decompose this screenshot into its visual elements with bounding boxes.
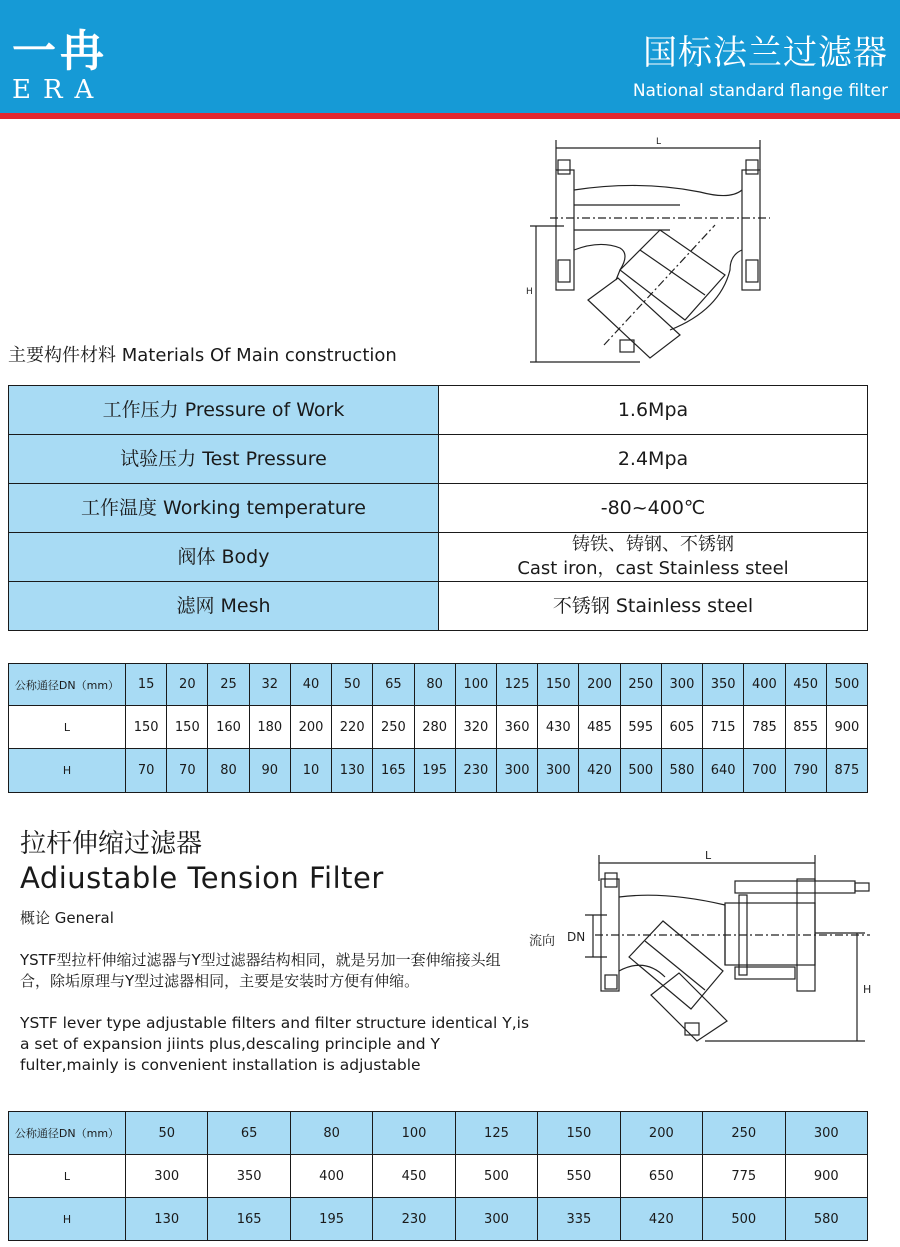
dn-cell: 150: [538, 1112, 620, 1155]
table-row: [9, 1112, 868, 1155]
dn-cell: 200: [620, 1112, 702, 1155]
header-bar: [0, 0, 900, 113]
l-cell: 485: [579, 706, 620, 749]
page-title-en: National standard flange filter: [632, 81, 888, 101]
h-cell: 230: [455, 749, 496, 793]
h-cell: 230: [373, 1198, 455, 1241]
mat-key: 滤网 Mesh: [9, 582, 439, 631]
mat-value: 1.6Mpa: [439, 386, 868, 435]
h-cell: 70: [126, 749, 167, 793]
l-cell: 320: [455, 706, 496, 749]
h-cell: 165: [373, 749, 414, 793]
l-cell: 150: [167, 706, 208, 749]
l-cell: 350: [208, 1155, 290, 1198]
brand-logo: [10, 28, 120, 108]
h-cell: 640: [703, 749, 744, 793]
l-cell: 300: [126, 1155, 208, 1198]
l-cell: 400: [290, 1155, 372, 1198]
l-cell: 150: [126, 706, 167, 749]
l-cell: 160: [208, 706, 249, 749]
h-cell: 500: [703, 1198, 785, 1241]
l-cell: 900: [785, 1155, 868, 1198]
mat-value: [439, 533, 868, 582]
dn-cell: 350: [703, 664, 744, 706]
l-cell: 775: [703, 1155, 785, 1198]
table-row: [9, 435, 868, 484]
dn-cell: 125: [455, 1112, 537, 1155]
materials-heading: 主要构件材料 Materials Of Main construction: [8, 345, 397, 366]
tension-title-en: Adiustable Tension Filter: [20, 861, 384, 895]
l-cell: 855: [785, 706, 826, 749]
table-row: [9, 749, 868, 793]
h-cell: 300: [538, 749, 579, 793]
y-filter-diagram: [520, 130, 790, 370]
l-header: L: [9, 706, 126, 749]
dn-cell: 100: [373, 1112, 455, 1155]
tension-filter-diagram: [525, 845, 890, 1050]
dn-cell: 80: [414, 664, 455, 706]
l-cell: 200: [290, 706, 331, 749]
table-row: [9, 706, 868, 749]
header-red-stripe: [0, 113, 900, 119]
description-en: YSTF lever type adjustable filters and filter structure identical Y,is a set of expansion jiints plus,descaling principle and Y fulter,mainly is convenient installation is adjustable: [20, 1014, 530, 1074]
dn-cell: 40: [290, 664, 331, 706]
h-cell: 165: [208, 1198, 290, 1241]
h-cell: 70: [167, 749, 208, 793]
mat-key: 阀体 Body: [9, 533, 439, 582]
h-cell: 300: [455, 1198, 537, 1241]
h-cell: 90: [249, 749, 290, 793]
h-cell: 420: [579, 749, 620, 793]
l-cell: 605: [661, 706, 702, 749]
h-cell: 790: [785, 749, 826, 793]
dn-cell: 65: [373, 664, 414, 706]
mat-value-en: Cast iron，cast Stainless steel: [517, 558, 789, 579]
dimensions-table-2: [8, 1111, 868, 1241]
h-cell: 580: [785, 1198, 868, 1241]
l-cell: 715: [703, 706, 744, 749]
h-cell: 580: [661, 749, 702, 793]
l-cell: 450: [373, 1155, 455, 1198]
dn-cell: 250: [620, 664, 661, 706]
dn-cell: 200: [579, 664, 620, 706]
mat-value-cn: 铸铁、铸钢、不锈钢: [572, 534, 734, 555]
dn-header: 公称通径DN（mm）: [9, 664, 126, 706]
dn-cell: 15: [126, 664, 167, 706]
table-row: [9, 1198, 868, 1241]
h-cell: 875: [826, 749, 867, 793]
table-row: [9, 533, 868, 582]
l-cell: 430: [538, 706, 579, 749]
dn-cell: 80: [290, 1112, 372, 1155]
dn-cell: 100: [455, 664, 496, 706]
table-row: [9, 582, 868, 631]
table-row: [9, 484, 868, 533]
h-cell: 195: [414, 749, 455, 793]
l-cell: 500: [455, 1155, 537, 1198]
h-header: H: [9, 1198, 126, 1241]
dim2-label-L: L: [705, 849, 712, 862]
mat-value: -80~400℃: [439, 484, 868, 533]
dn-cell: 125: [496, 664, 537, 706]
dn-cell: 500: [826, 664, 867, 706]
table-row: [9, 664, 868, 706]
l-cell: 785: [744, 706, 785, 749]
h-cell: 195: [290, 1198, 372, 1241]
dn-cell: 50: [126, 1112, 208, 1155]
dn-cell: 250: [703, 1112, 785, 1155]
l-cell: 550: [538, 1155, 620, 1198]
l-header: L: [9, 1155, 126, 1198]
h-header: H: [9, 749, 126, 793]
dim-label-L: L: [656, 137, 662, 147]
mat-key: 工作温度 Working temperature: [9, 484, 439, 533]
dn-cell: 50: [332, 664, 373, 706]
dim-label-H: H: [526, 287, 533, 297]
l-cell: 180: [249, 706, 290, 749]
dn-cell: 300: [661, 664, 702, 706]
table-row: [9, 386, 868, 435]
general-heading: 概论 General: [20, 909, 114, 927]
dn-cell: 300: [785, 1112, 868, 1155]
dim2-label-H: H: [863, 983, 872, 996]
h-cell: 80: [208, 749, 249, 793]
dimensions-table-1: [8, 663, 868, 793]
h-cell: 130: [332, 749, 373, 793]
l-cell: 900: [826, 706, 867, 749]
tension-title-cn: 拉杆伸缩过滤器: [20, 829, 203, 859]
l-cell: 280: [414, 706, 455, 749]
dn-cell: 450: [785, 664, 826, 706]
mat-key: 试验压力 Test Pressure: [9, 435, 439, 484]
dn-header: 公称通径DN（mm）: [9, 1112, 126, 1155]
dn-cell: 150: [538, 664, 579, 706]
dn-cell: 32: [249, 664, 290, 706]
l-cell: 650: [620, 1155, 702, 1198]
l-cell: 250: [373, 706, 414, 749]
logo-cn: 一冉: [12, 26, 108, 77]
h-cell: 700: [744, 749, 785, 793]
dn-cell: 65: [208, 1112, 290, 1155]
l-cell: 595: [620, 706, 661, 749]
page-title-cn: 国标法兰过滤器: [643, 33, 888, 73]
mat-value: 不锈钢 Stainless steel: [439, 582, 868, 631]
dn-cell: 20: [167, 664, 208, 706]
dn-cell: 400: [744, 664, 785, 706]
h-cell: 10: [290, 749, 331, 793]
table-row: [9, 1155, 868, 1198]
l-cell: 360: [496, 706, 537, 749]
dn-cell: 25: [208, 664, 249, 706]
l-cell: 220: [332, 706, 373, 749]
h-cell: 300: [496, 749, 537, 793]
description-cn: YSTF型拉杆伸缩过滤器与Y型过滤器结构相同，就是另加一套伸缩接头组合，除垢原理与Y型过滤器相同，主要是安装时方便有伸缩。: [20, 951, 501, 990]
dim2-label-DN: DN: [567, 930, 586, 944]
mat-key: 工作压力 Pressure of Work: [9, 386, 439, 435]
flow-direction-label: 流向: [529, 934, 556, 949]
h-cell: 335: [538, 1198, 620, 1241]
logo-en: ERA: [12, 75, 106, 105]
h-cell: 130: [126, 1198, 208, 1241]
h-cell: 420: [620, 1198, 702, 1241]
h-cell: 500: [620, 749, 661, 793]
mat-value: 2.4Mpa: [439, 435, 868, 484]
materials-table: [8, 385, 868, 631]
